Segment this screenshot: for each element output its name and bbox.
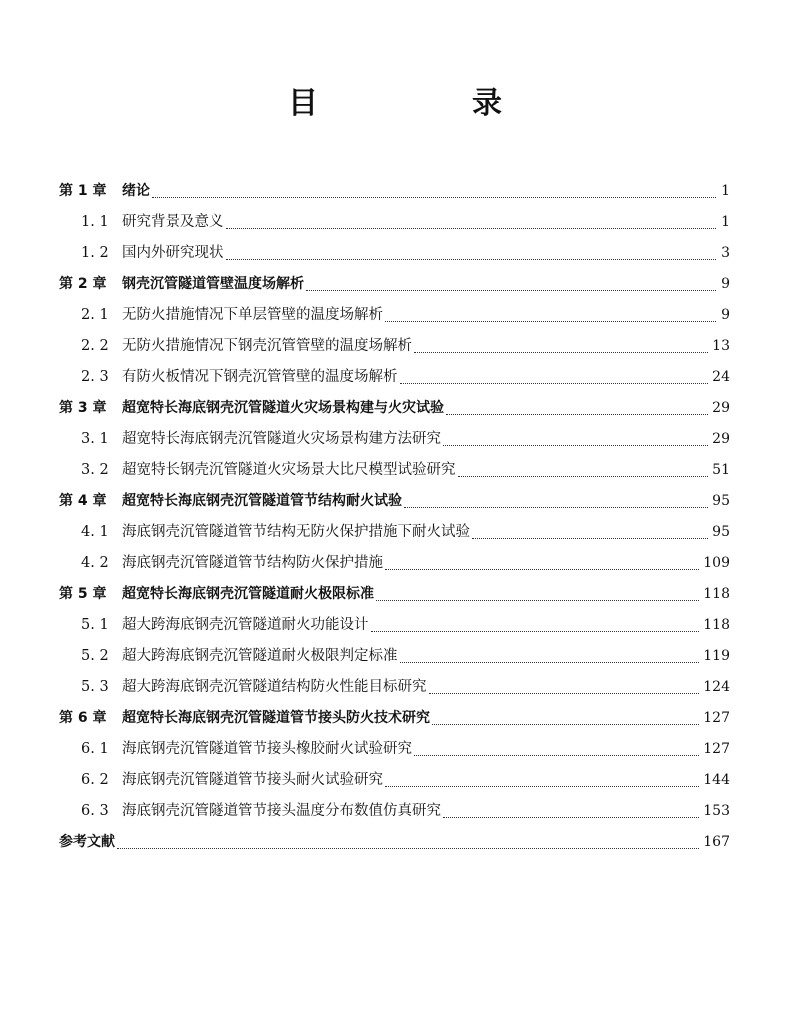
toc-entry-page-number: 1 bbox=[721, 214, 730, 230]
dot-leader bbox=[472, 538, 708, 539]
toc-entry-number: 5. 3 bbox=[81, 679, 109, 695]
toc-entry-title: 超大跨海底钢壳沉管隧道结构防火性能目标研究 bbox=[122, 679, 427, 695]
toc-entry-page-number: 118 bbox=[703, 586, 730, 602]
toc-entry-title: 超宽特长海底钢壳沉管隧道管节结构耐火试验 bbox=[122, 493, 402, 509]
toc-entry-page-number: 29 bbox=[712, 431, 730, 447]
toc-chapter-entry[interactable] bbox=[59, 827, 730, 858]
page-title: 目 录 bbox=[288, 86, 564, 121]
toc-entry-number: 第 6 章 bbox=[59, 710, 107, 726]
dot-leader bbox=[400, 662, 700, 663]
toc-entry-title: 海底钢壳沉管隧道管节结构无防火保护措施下耐火试验 bbox=[122, 524, 470, 540]
toc-entry-title: 海底钢壳沉管隧道管节结构防火保护措施 bbox=[122, 555, 383, 571]
toc-entry-page-number: 118 bbox=[703, 617, 730, 633]
toc-section-entry[interactable] bbox=[59, 238, 730, 269]
toc-entry-title: 海底钢壳沉管隧道管节接头橡胶耐火试验研究 bbox=[122, 741, 412, 757]
toc-entry-title: 超宽特长海底钢壳沉管隧道火灾场景构建方法研究 bbox=[122, 431, 441, 447]
toc-entry-title: 钢壳沉管隧道管壁温度场解析 bbox=[122, 276, 304, 292]
dot-leader bbox=[443, 445, 708, 446]
toc-section-entry[interactable] bbox=[59, 455, 730, 486]
toc-section-entry[interactable] bbox=[59, 610, 730, 641]
dot-leader bbox=[446, 414, 708, 415]
dot-leader bbox=[226, 228, 717, 229]
toc-entry-number: 4. 1 bbox=[81, 524, 109, 540]
toc-section-entry[interactable] bbox=[59, 362, 730, 393]
toc-entry-number: 3. 1 bbox=[81, 431, 109, 447]
toc-entry-title: 无防火措施情况下钢壳沉管管壁的温度场解析 bbox=[122, 338, 412, 354]
toc-entry-title: 超宽特长海底钢壳沉管隧道耐火极限标准 bbox=[122, 586, 374, 602]
dot-leader bbox=[458, 476, 709, 477]
toc-entry-page-number: 1 bbox=[721, 183, 730, 199]
toc-entry-number: 第 1 章 bbox=[59, 183, 107, 199]
toc-section-entry[interactable] bbox=[59, 641, 730, 672]
toc-chapter-entry[interactable] bbox=[59, 269, 730, 300]
toc-entry-title: 研究背景及意义 bbox=[122, 214, 224, 230]
toc-entry-title: 有防火板情况下钢壳沉管管壁的温度场解析 bbox=[122, 369, 398, 385]
toc-entry-page-number: 95 bbox=[712, 493, 730, 509]
toc-entry-page-number: 127 bbox=[703, 710, 730, 726]
dot-leader bbox=[117, 848, 699, 849]
toc-entry-title: 海底钢壳沉管隧道管节接头温度分布数值仿真研究 bbox=[122, 803, 441, 819]
toc-entry-title: 超宽特长钢壳沉管隧道火灾场景大比尺模型试验研究 bbox=[122, 462, 456, 478]
toc-chapter-entry[interactable] bbox=[59, 579, 730, 610]
toc-entry-title: 超大跨海底钢壳沉管隧道耐火功能设计 bbox=[122, 617, 369, 633]
toc-entry-title: 国内外研究现状 bbox=[122, 245, 224, 261]
dot-leader bbox=[400, 383, 709, 384]
toc-entry-page-number: 167 bbox=[703, 834, 730, 850]
toc-entry-page-number: 29 bbox=[712, 400, 730, 416]
toc-entry-page-number: 144 bbox=[703, 772, 730, 788]
toc-entry-number: 1. 1 bbox=[81, 214, 109, 230]
toc-entry-title: 海底钢壳沉管隧道管节接头耐火试验研究 bbox=[122, 772, 383, 788]
toc-entry-number: 6. 2 bbox=[81, 772, 109, 788]
toc-entry-title: 绪论 bbox=[122, 183, 150, 199]
toc-entry-page-number: 127 bbox=[703, 741, 730, 757]
toc-entry-number: 第 4 章 bbox=[59, 493, 107, 509]
toc-section-entry[interactable] bbox=[59, 207, 730, 238]
dot-leader bbox=[371, 631, 700, 632]
toc-entry-page-number: 95 bbox=[712, 524, 730, 540]
toc-section-entry[interactable] bbox=[59, 300, 730, 331]
toc-entry-title: 超宽特长海底钢壳沉管隧道管节接头防火技术研究 bbox=[122, 710, 430, 726]
toc-entry-number: 5. 1 bbox=[81, 617, 109, 633]
toc-entry-number: 第 2 章 bbox=[59, 276, 107, 292]
toc-section-entry[interactable] bbox=[59, 424, 730, 455]
dot-leader bbox=[226, 259, 717, 260]
toc-section-entry[interactable] bbox=[59, 765, 730, 796]
toc-entry-number: 6. 1 bbox=[81, 741, 109, 757]
toc-entry-number: 2. 3 bbox=[81, 369, 109, 385]
toc-entry-number: 第 3 章 bbox=[59, 400, 107, 416]
toc-section-entry[interactable] bbox=[59, 548, 730, 579]
toc-entry-page-number: 9 bbox=[721, 276, 730, 292]
dot-leader bbox=[152, 197, 716, 198]
table-of-contents bbox=[59, 176, 730, 858]
toc-entry-page-number: 119 bbox=[703, 648, 730, 664]
toc-entry-page-number: 9 bbox=[721, 307, 730, 323]
toc-entry-page-number: 153 bbox=[703, 803, 730, 819]
toc-entry-number: 2. 2 bbox=[81, 338, 109, 354]
dot-leader bbox=[404, 507, 708, 508]
toc-chapter-entry[interactable] bbox=[59, 176, 730, 207]
toc-entry-number: 6. 3 bbox=[81, 803, 109, 819]
toc-entry-page-number: 124 bbox=[703, 679, 730, 695]
dot-leader bbox=[429, 693, 700, 694]
toc-entry-number: 第 5 章 bbox=[59, 586, 107, 602]
toc-entry-number: 1. 2 bbox=[81, 245, 109, 261]
toc-section-entry[interactable] bbox=[59, 517, 730, 548]
toc-entry-page-number: 13 bbox=[712, 338, 730, 354]
dot-leader bbox=[385, 321, 716, 322]
toc-chapter-entry[interactable] bbox=[59, 486, 730, 517]
toc-entry-number: 5. 2 bbox=[81, 648, 109, 664]
toc-entry-number: 3. 2 bbox=[81, 462, 109, 478]
toc-entry-page-number: 51 bbox=[712, 462, 730, 478]
dot-leader bbox=[385, 569, 699, 570]
toc-section-entry[interactable] bbox=[59, 672, 730, 703]
toc-entry-number: 4. 2 bbox=[81, 555, 109, 571]
dot-leader bbox=[306, 290, 716, 291]
dot-leader bbox=[443, 817, 699, 818]
dot-leader bbox=[385, 786, 699, 787]
toc-entry-page-number: 3 bbox=[721, 245, 730, 261]
toc-entry-title: 超大跨海底钢壳沉管隧道耐火极限判定标准 bbox=[122, 648, 398, 664]
dot-leader bbox=[432, 724, 699, 725]
toc-entry-number: 参考文献 bbox=[59, 834, 115, 850]
toc-entry-page-number: 109 bbox=[703, 555, 730, 571]
dot-leader bbox=[414, 352, 708, 353]
dot-leader bbox=[376, 600, 699, 601]
dot-leader bbox=[414, 755, 699, 756]
toc-entry-title: 无防火措施情况下单层管壁的温度场解析 bbox=[122, 307, 383, 323]
toc-section-entry[interactable] bbox=[59, 796, 730, 827]
toc-chapter-entry[interactable] bbox=[59, 703, 730, 734]
toc-section-entry[interactable] bbox=[59, 331, 730, 362]
toc-chapter-entry[interactable] bbox=[59, 393, 730, 424]
toc-entry-page-number: 24 bbox=[712, 369, 730, 385]
toc-section-entry[interactable] bbox=[59, 734, 730, 765]
toc-entry-title: 超宽特长海底钢壳沉管隧道火灾场景构建与火灾试验 bbox=[122, 400, 444, 416]
toc-entry-number: 2. 1 bbox=[81, 307, 109, 323]
